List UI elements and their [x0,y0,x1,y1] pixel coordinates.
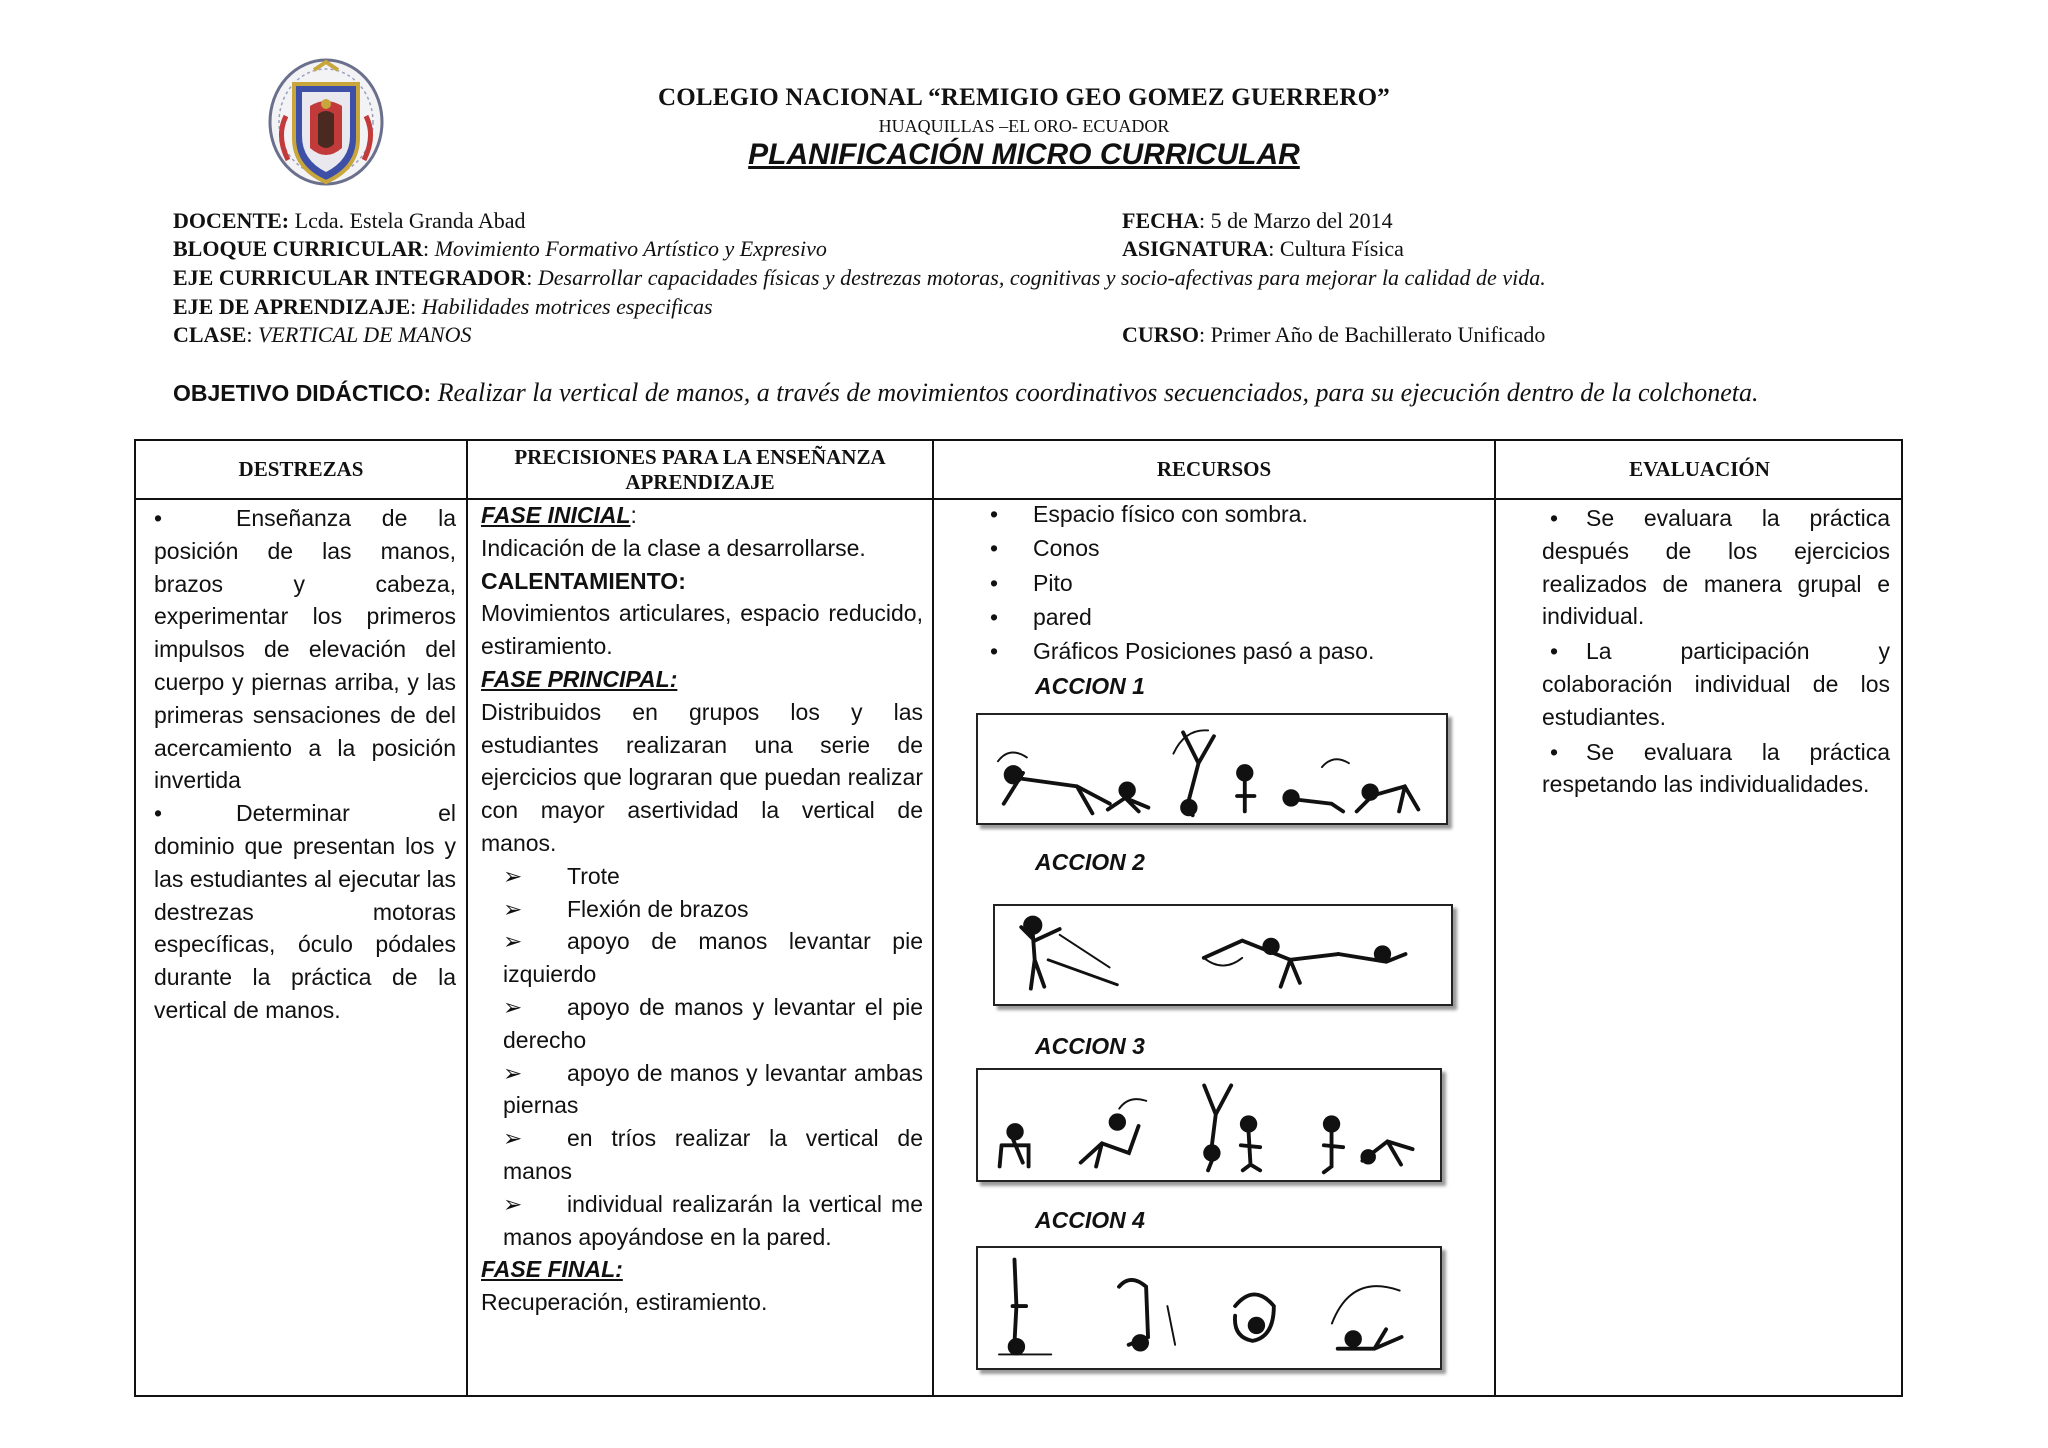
exercise-item: ➢ apoyo de manos levantar pie izquierdo [481,925,923,991]
arrow-bullet-icon: ➢ [503,993,523,1020]
fase-principal-text: Distribuidos en grupos los y las estudiantes realizaran una serie de ejercicios que lograran que puedan realizar con mayor asertividad la vertical de manos. [481,698,923,856]
curso-row [1122,322,1545,348]
bullet-icon: • [1550,505,1559,531]
accion-3-figure [976,1068,1442,1182]
destreza-text: Enseñanza de la posición de las manos, brazos y cabeza, experimentar los primeros impulsos de elevación del cuerpo y piernas arriba, y las primeras sensaciones de del acercamiento a la posición invertida [154,505,456,794]
arrow-bullet-icon: ➢ [503,1190,523,1217]
bloque-label: BLOQUE CURRICULAR [173,236,423,261]
bullet-icon: • [1550,738,1559,765]
asignatura-row [1122,236,1404,262]
arrow-bullet-icon: ➢ [503,895,523,922]
recurso-item: • Pito [976,566,1476,600]
destrezas-cell [154,502,456,1027]
column-divider [1494,441,1496,1395]
gymnast-sequence-3 [978,1070,1440,1180]
clase-label: CLASE [173,322,247,347]
exercise-item: ➢ Flexión de brazos [481,893,923,926]
asignatura-label: ASIGNATURA [1122,236,1269,261]
fecha-row [1122,208,1393,234]
arrow-bullet-icon: ➢ [503,1125,523,1152]
accion-2-label: ACCION 2 [1035,849,1145,875]
fase-inicial-text: Indicación de la clase a desarrollarse. [481,534,866,561]
header-destrezas: DESTREZAS [238,457,364,481]
header-recursos: RECURSOS [1156,457,1272,481]
exercise-item: ➢ individual realizarán la vertical me manos apoyándose en la pared. [481,1188,923,1254]
accion-1-figure [976,713,1448,825]
recurso-item: • Gráficos Posiciones pasó a paso. [976,634,1476,668]
bullet-icon: • [154,505,163,531]
fecha-value: : 5 de Marzo del 2014 [1199,208,1393,233]
destreza-item [154,797,456,1027]
evaluacion-item: • Se evaluara la práctica después de los ejercicios realizados de manera grupal e individual. [1542,502,1890,633]
eje-row: EJE CURRICULAR INTEGRADOR: Desarrollar capacidades físicas y destrezas motoras, cognitivas y socio-afectivas para mejorar la calidad de vida. [173,265,1546,290]
destreza-text: Determinar el dominio que presentan los y las estudiantes al ejecutar las destrezas motoras específicas, óculo pódales durante la práctica de la vertical de manos. [154,800,456,1023]
fase-final-text: Recuperación, estiramiento. [481,1289,768,1316]
arrow-bullet-icon: ➢ [503,1059,523,1086]
recurso-item: • pared [976,600,1476,634]
destreza-item [154,502,456,797]
school-name: COLEGIO NACIONAL “REMIGIO GEO GOMEZ GUERRERO” [658,84,1390,111]
eje-value: Desarrollar capacidades físicas y destrezas motoras, cognitivas y socio-afectivas para mejorar la calidad de vida. [537,265,1546,290]
bullet-icon: • [154,800,163,827]
arrow-bullet-icon: ➢ [503,862,523,889]
exercise-item: ➢ en tríos realizar la vertical de manos [481,1122,923,1188]
clase-row: CLASE: VERTICAL DE MANOS [173,322,472,347]
accion-2-figure [993,904,1453,1006]
exercise-item: ➢ apoyo de manos y levantar ambas piernas [481,1057,923,1123]
document-title: PLANIFICACIÓN MICRO CURRICULAR [748,138,1300,171]
aprendizaje-value: Habilidades motrices especificas [421,294,713,319]
column-divider [932,441,934,1395]
gymnast-sequence-1 [978,715,1446,823]
evaluacion-cell [1542,502,1890,801]
precisiones-cell [481,499,923,1319]
accion-4-figure [976,1246,1442,1370]
clase-value: VERTICAL DE MANOS [257,322,472,347]
fase-final-label: FASE FINAL: [481,1256,623,1283]
header-evaluacion: EVALUACIÓN [1629,457,1770,481]
exercise-item: ➢ Trote [481,860,923,893]
recurso-item: • Conos [976,531,1476,565]
bullet-icon: • [1550,638,1559,665]
evaluacion-item: • La participación y colaboración individual de los estudiantes. [1542,635,1890,733]
aprendizaje-row: EJE DE APRENDIZAJE: Habilidades motrices especificas [173,294,713,319]
arrow-bullet-icon: ➢ [503,928,523,955]
evaluacion-item: • Se evaluara la práctica respetando las individualidades. [1542,736,1890,802]
objective-text: Realizar la vertical de manos, a través de movimientos coordinativos secuenciados, para su ejecución dentro de la colchoneta. [437,378,1759,407]
exercise-item: ➢ apoyo de manos y levantar el pie derecho [481,991,923,1057]
accion-3-label: ACCION 3 [1035,1033,1145,1059]
asignatura-value: : Cultura Física [1268,236,1404,261]
recurso-item: • Espacio físico con sombra. [976,497,1476,531]
recursos-list [976,497,1476,668]
accion-1-label: ACCION 1 [1035,673,1145,699]
curso-label: CURSO [1122,322,1200,347]
calentamiento-text: Movimientos articulares, espacio reducido, estiramiento. [481,600,923,660]
curso-value: : Primer Año de Bachillerato Unificado [1199,322,1546,347]
column-divider [466,441,468,1395]
header-precisiones: PRECISIONES PARA LA ENSEÑANZA APRENDIZAJE [514,444,886,494]
objective [173,378,1759,408]
school-location: HUAQUILLAS –EL ORO- ECUADOR [878,116,1170,136]
fase-inicial: FASE INICIAL: [481,502,637,528]
docente-label: DOCENTE: [173,208,290,233]
fase-principal-label: FASE PRINCIPAL: [481,665,678,692]
docente-value: Lcda. Estela Granda Abad [294,208,526,233]
docente-row [173,208,526,234]
fase-inicial-label: FASE INICIAL [481,502,631,528]
calentamiento-label: CALENTAMIENTO: [481,567,686,594]
gymnast-sequence-4 [978,1248,1440,1368]
eje-label: EJE CURRICULAR INTEGRADOR [173,265,527,290]
bloque-row: BLOQUE CURRICULAR: Movimiento Formativo Artístico y Expresivo [173,236,827,261]
accion-4-label: ACCION 4 [1035,1207,1145,1233]
fecha-label: FECHA [1122,208,1199,233]
aprendizaje-label: EJE DE APRENDIZAJE [173,294,411,319]
bloque-value: Movimiento Formativo Artístico y Expresivo [434,236,827,261]
objective-label: OBJETIVO DIDÁCTICO: [173,380,432,406]
gymnast-sequence-2 [995,906,1451,1004]
